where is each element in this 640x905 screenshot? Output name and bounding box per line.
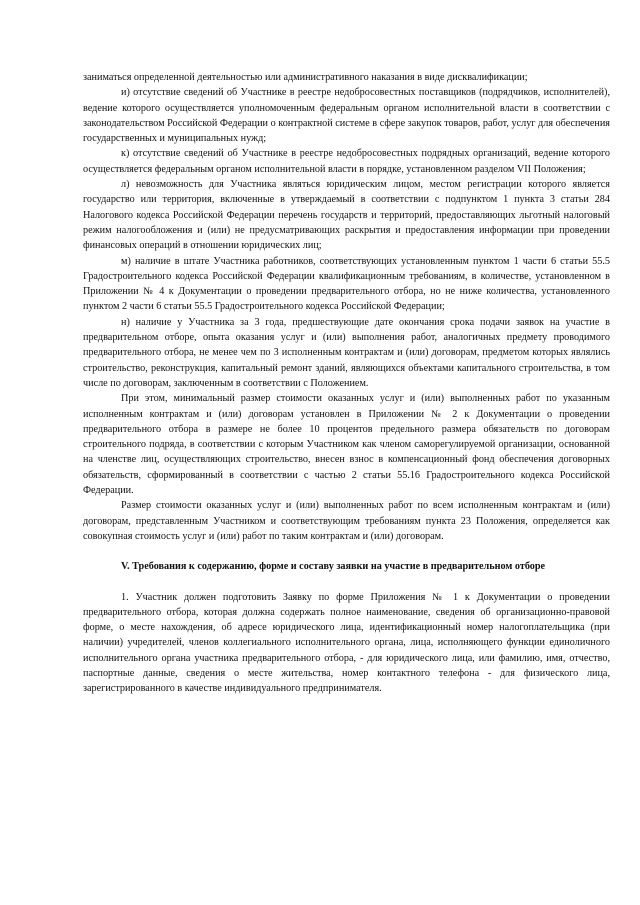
paragraph-section-v-1: 1. Участник должен подготовить Заявку по форме Приложения № 1 к Документации о проведении предварительного отбора, которая должна содержать полное наименование, сведения об организационно-правовой форме, о месте нахождения, об адресе юридического лица, идентификационный номер налогоплательщика (при наличии) учредителей, членов коллегиального исполнительного органа, лица, исполняющего функции единоличного исполнительного органа участника предварительного отбора, - для юридического лица, или фамилию, имя, отчество, паспортные данные, сведения о месте жительства, номер контактного телефона - для физического лица, зарегистрированного в качестве индивидуального предпринимателя.	[83, 591, 610, 695]
paragraph-item-m: м) наличие в штате Участника работников, соответствующих установленным пунктом 1 части 6 статьи 55.5 Градостроительного кодекса Российской Федерации квалификационным требованиям, в количестве, установленном в Приложении № 4 к Документации о проведении предварительного отбора, но не ниже количества, установленного пунктом 2 части 6 статьи 55.5 Градостроительного кодекса Российской Федерации;	[83, 255, 610, 313]
paragraph-item-k: к) отсутствие сведений об Участнике в реестре недобросовестных подрядных организаций, ведение которого осуществляется федеральным органом исполнительной власти в порядке, установленном разделом VII Положения;	[83, 148, 610, 175]
section-heading: V. Требования к содержанию, форме и составу заявки на участие в предварительном отборе	[121, 561, 546, 573]
document-page	[83, 70, 610, 697]
paragraph-min-cost: При этом, минимальный размер стоимости оказанных услуг и (или) выполненных работ по указанным исполненным контрактам и (или) договорам установлен в Приложении № 2 к Документации о проведении предварительного отбора в размере не более 10 процентов предельного размера обязательств по договорам строительного подряда, в соответствии с которым Участником как членом саморегулируемой организации, основанной на членстве лиц, осуществляющих строительство, внесен взнос в компенсационный фонд обеспечения договорных обязательств, сформированный в соответствии с частью 2 статьи 55.16 Градостроительного кодекса Российской Федерации.	[83, 393, 610, 497]
paragraph-item-n: н) наличие у Участника за 3 года, предшествующие дате окончания срока подачи заявок на участие в предварительном отборе, опыта оказания услуг и (или) выполнения работ, аналогичных предмету проводимого предварительного отбора, не менее чем по 3 исполненным контрактам и (или) договорам, предметом которых являлись строительство, реконструкция, капитальный ремонт зданий, являющихся объектами капитального строительства, в том числе по договорам, заключенным в соответствии с Положением.	[83, 316, 610, 389]
paragraph-total-cost: Размер стоимости оказанных услуг и (или) выполненных работ по всем исполненным контрактам и (или) договорам, представленным Участником и соответствующим требованиям пункта 23 Положения, определяется как совокупная стоимость услуг и (или) работ по таким контрактам и (или) договорам.	[83, 500, 610, 542]
paragraph-item-i: и) отсутствие сведений об Участнике в реестре недобросовестных поставщиков (подрядчиков, исполнителей), ведение которого осуществляется уполномоченным федеральным органом исполнительной власти в соответствии с законодательством Российской Федерации о контрактной системе в сфере закупок товаров, работ, услуг для обеспечения государственных и муниципальных нужд;	[83, 87, 610, 145]
paragraph-continuation: заниматься определенной деятельностью или административного наказания в виде дисквалификации;	[83, 72, 528, 83]
paragraph-item-l: л) невозможность для Участника являться юридическим лицом, местом регистрации которого является государство или территория, включенные в утверждаемый в соответствии с подпунктом 1 пункта 3 статьи 284 Налогового кодекса Российской Федерации перечень государств и территорий, предоставляющих льготный налоговый режим налогообложения и (или) не предусматривающих раскрытия и предоставления информации при проведении финансовых операций в отношении юридических лиц;	[83, 179, 610, 252]
